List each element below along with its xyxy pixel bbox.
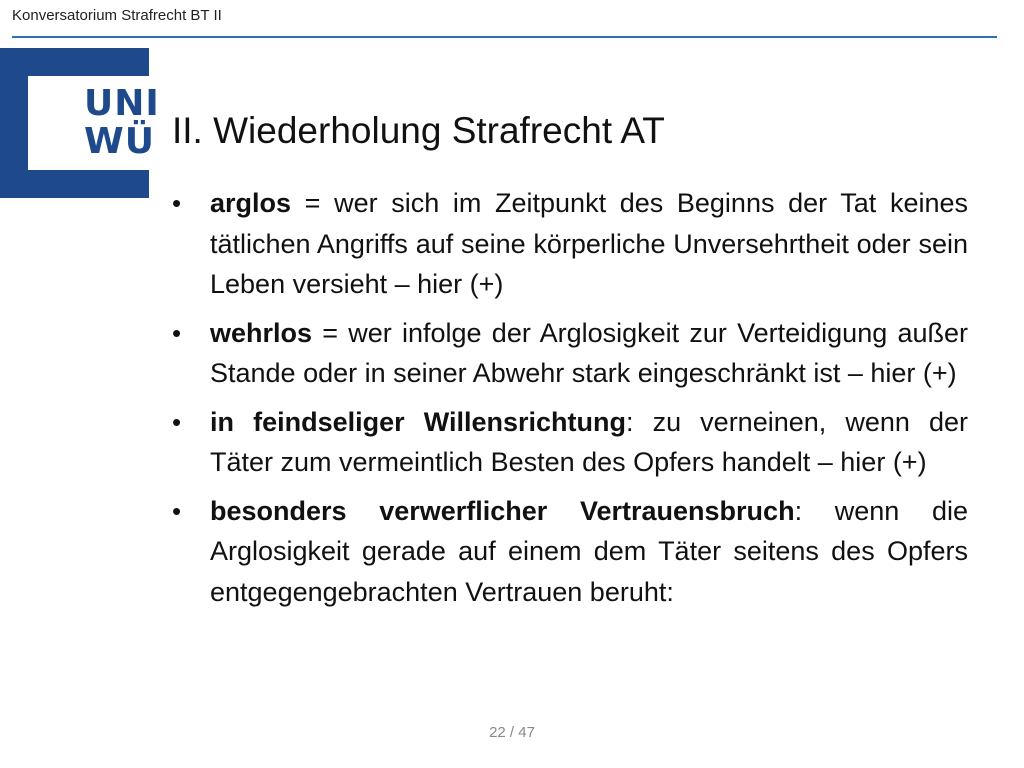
bullet-term: arglos: [210, 188, 292, 218]
bullet-item: [168, 183, 968, 305]
bullet-item: [168, 313, 968, 394]
bullet-definition: : wenn die Arglosigkeit gerade auf einem dem Täter seitens des Opfers entgegengebrachten Vertrauen beruht:: [210, 495, 968, 607]
bullet-term: in feindseliger Willensrichtung: [210, 406, 626, 437]
bullet-text: [210, 402, 968, 483]
bullet-text: [210, 313, 968, 394]
logo-wordmark: [28, 76, 160, 170]
bullet-list: [168, 183, 968, 620]
logo-line-1: UNI: [84, 83, 160, 124]
bullet-text: [210, 183, 968, 305]
slide-title: II. Wiederholung Strafrecht AT: [172, 110, 665, 151]
bullet-text: [210, 491, 968, 613]
bullet-icon: •: [172, 495, 182, 526]
page-number: 22 / 47: [489, 724, 535, 741]
course-title: Konversatorium Strafrecht BT II: [12, 7, 222, 24]
logo-line-2: WÜ: [84, 121, 155, 162]
bullet-definition: = wer sich im Zeitpunkt des Beginns der Tat keines tätlichen Angriffs auf seine körperliche Unversehrtheit oder sein Leben versieht – hier (+): [210, 188, 968, 299]
bullet-item: [168, 491, 968, 613]
bullet-term: wehrlos: [210, 317, 313, 348]
bullet-icon: •: [172, 317, 182, 348]
bullet-icon: •: [172, 188, 182, 218]
bullet-icon: •: [172, 406, 182, 437]
bullet-definition: : zu verneinen, wenn der Täter zum vermeintlich Besten des Opfers handelt – hier (+): [210, 406, 968, 477]
bullet-item: [168, 402, 968, 483]
university-logo: [0, 48, 160, 198]
bullet-term: besonders verwerflicher Vertrauensbruch: [210, 495, 795, 526]
header-divider: [12, 36, 997, 38]
bullet-definition: = wer infolge der Arglosigkeit zur Verteidigung außer Stande oder in seiner Abwehr stark eingeschränkt ist – hier (+): [210, 317, 968, 388]
